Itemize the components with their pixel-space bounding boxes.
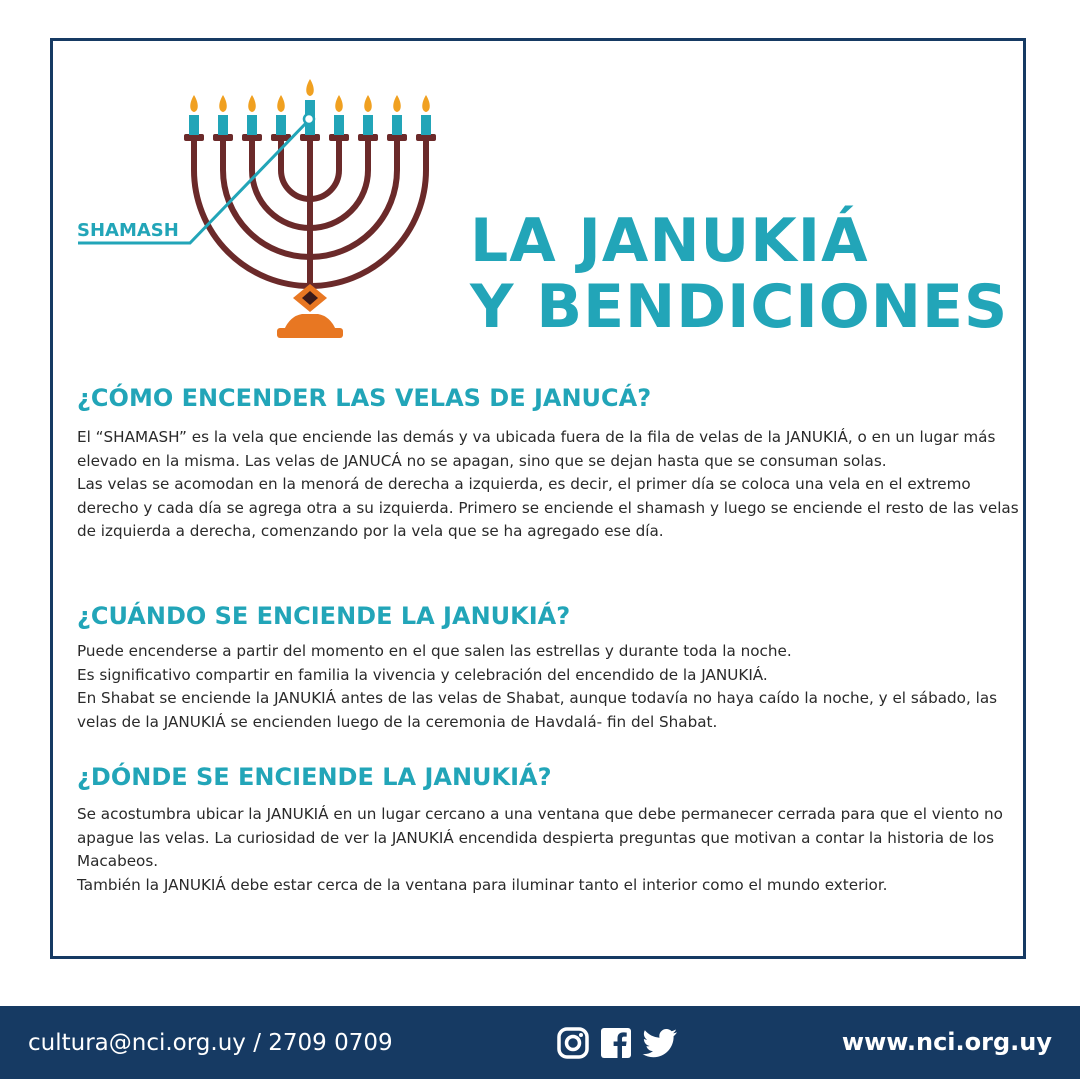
social-links [556,1026,678,1060]
paragraph: Es significativo compartir en familia la vivencia y celebración del encendido de la JANUKIÁ. [77,665,768,684]
section-heading-how: ¿CÓMO ENCENDER LAS VELAS DE JANUCÁ? [77,384,652,412]
shamash-label: SHAMASH [77,220,179,241]
instagram-icon[interactable] [556,1026,590,1060]
paragraph: Las velas se acomodan en la menorá de derecha a izquierda, es decir, el primer día se coloca una vela en el extremo derecho y cada día se agrega otra a su izquierda. Primero se enciende el shamash y luego se enciende el resto de las velas de izquierda a derecha, comenzando por la vela que se ha agregado ese día. [77,475,1019,540]
paragraph: En Shabat se enciende la JANUKIÁ antes de las velas de Shabat, aunque todavía no haya caído la noche, y el sábado, las velas de la JANUKIÁ se encienden luego de la ceremonia de Havdalá- fin del Shabat. [77,689,998,731]
title-line-2: Y BENDICIONES [470,272,1009,342]
footer-bar [0,1006,1080,1079]
twitter-icon[interactable] [642,1028,678,1058]
section-body-where [77,803,1022,897]
section-heading-where: ¿DÓNDE SE ENCIENDE LA JANUKIÁ? [77,763,552,791]
paragraph: Puede encenderse a partir del momento en el que salen las estrellas y durante toda la noche. [77,642,792,660]
page-title [470,208,1030,340]
paragraph: El “SHAMASH” es la vela que enciende las demás y va ubicada fuera de la fila de velas de la JANUKIÁ, o en un lugar más elevado en la misma. Las velas de JANUCÁ no se apagan, sino que se dejan hasta que se consuman solas. [77,428,996,470]
section-body-when [77,640,1022,734]
paragraph: Se acostumbra ubicar la JANUKIÁ en un lugar cercano a una ventana que debe permanecer cerrada para que el viento no apague las velas. La curiosidad de ver la JANUKIÁ encendida despierta preguntas que motivan a contar la historia de los Macabeos. [77,805,1003,870]
menorah-illustration [70,75,450,345]
paragraph: También la JANUKIÁ debe estar cerca de la ventana para iluminar tanto el interior como el mundo exterior. [77,875,888,894]
section-body-how [77,426,1022,544]
website-link[interactable]: www.nci.org.uy [841,1028,1052,1056]
facebook-icon[interactable] [600,1027,632,1059]
section-heading-when: ¿CUÁNDO SE ENCIENDE LA JANUKIÁ? [77,602,571,630]
title-line-1: LA JANUKIÁ [470,206,869,276]
contact-info[interactable]: cultura@nci.org.uy / 2709 0709 [28,1030,393,1056]
